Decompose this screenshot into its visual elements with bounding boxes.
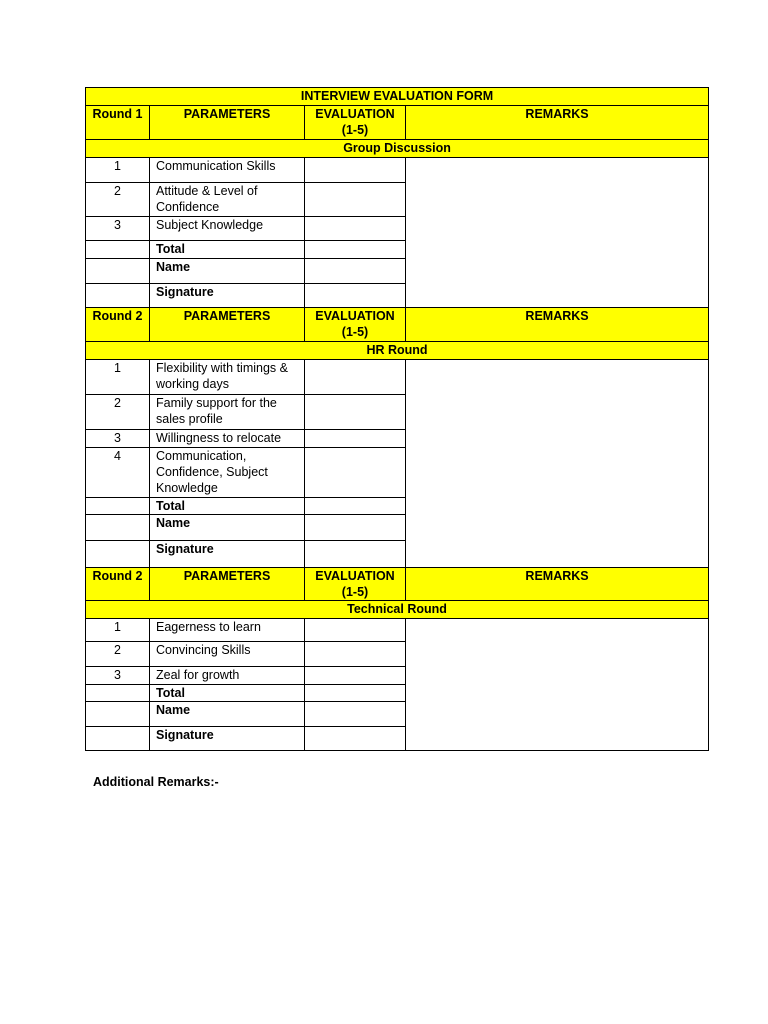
evaluation-header: EVALUATION (1-5) (305, 106, 406, 140)
parameter-name: Subject Knowledge (150, 217, 305, 241)
parameter-name: Zeal for growth (150, 667, 305, 685)
round-header-row (86, 106, 709, 140)
name-field[interactable] (305, 515, 406, 541)
parameters-header: PARAMETERS (150, 308, 305, 342)
table-row (86, 360, 709, 395)
item-number: 4 (86, 448, 150, 498)
signature-field[interactable] (305, 541, 406, 568)
total-score-cell[interactable] (305, 241, 406, 259)
section-title-row (86, 342, 709, 360)
section-title: Technical Round (86, 601, 709, 619)
table-row (86, 619, 709, 642)
item-number: 2 (86, 642, 150, 667)
name-field[interactable] (305, 702, 406, 727)
signature-label: Signature (150, 541, 305, 568)
round-header-row (86, 568, 709, 601)
evaluation-score-cell[interactable] (305, 183, 406, 217)
parameter-name: Family support for the sales profile (150, 395, 305, 430)
additional-remarks-label: Additional Remarks:- (93, 775, 219, 789)
evaluation-header: EVALUATION (1-5) (305, 568, 406, 601)
remarks-cell[interactable] (406, 619, 709, 751)
table-row (86, 158, 709, 183)
section-title-row (86, 601, 709, 619)
total-label: Total (150, 498, 305, 515)
evaluation-score-cell[interactable] (305, 158, 406, 183)
round-header-row (86, 308, 709, 342)
item-number: 3 (86, 667, 150, 685)
evaluation-score-cell[interactable] (305, 395, 406, 430)
item-number: 2 (86, 395, 150, 430)
section-title: Group Discussion (86, 140, 709, 158)
form-title-row (86, 88, 709, 106)
item-number: 3 (86, 430, 150, 448)
signature-field[interactable] (305, 727, 406, 751)
remarks-header: REMARKS (406, 106, 709, 140)
round-label: Round 2 (86, 308, 150, 342)
form-title: INTERVIEW EVALUATION FORM (86, 88, 709, 106)
evaluation-header: EVALUATION (1-5) (305, 308, 406, 342)
name-label: Name (150, 515, 305, 541)
item-number: 2 (86, 183, 150, 217)
total-label: Total (150, 241, 305, 259)
item-number: 1 (86, 158, 150, 183)
parameters-header: PARAMETERS (150, 568, 305, 601)
evaluation-score-cell[interactable] (305, 430, 406, 448)
total-score-cell[interactable] (305, 685, 406, 702)
item-number: 1 (86, 360, 150, 395)
round-label: Round 2 (86, 568, 150, 601)
evaluation-score-cell[interactable] (305, 667, 406, 685)
remarks-cell[interactable] (406, 158, 709, 308)
signature-label: Signature (150, 284, 305, 308)
total-score-cell[interactable] (305, 498, 406, 515)
section-title: HR Round (86, 342, 709, 360)
round-label: Round 1 (86, 106, 150, 140)
evaluation-score-cell[interactable] (305, 448, 406, 498)
name-label: Name (150, 259, 305, 284)
parameter-name: Communication Skills (150, 158, 305, 183)
parameter-name: Communication, Confidence, Subject Knowledge (150, 448, 305, 498)
parameter-name: Convincing Skills (150, 642, 305, 667)
parameter-name: Eagerness to learn (150, 619, 305, 642)
evaluation-score-cell[interactable] (305, 619, 406, 642)
remarks-header: REMARKS (406, 308, 709, 342)
remarks-cell[interactable] (406, 360, 709, 568)
item-number: 1 (86, 619, 150, 642)
parameters-header: PARAMETERS (150, 106, 305, 140)
item-number: 3 (86, 217, 150, 241)
section-title-row (86, 140, 709, 158)
evaluation-score-cell[interactable] (305, 217, 406, 241)
name-label: Name (150, 702, 305, 727)
remarks-header: REMARKS (406, 568, 709, 601)
signature-label: Signature (150, 727, 305, 751)
evaluation-score-cell[interactable] (305, 642, 406, 667)
evaluation-score-cell[interactable] (305, 360, 406, 395)
name-field[interactable] (305, 259, 406, 284)
signature-field[interactable] (305, 284, 406, 308)
total-label: Total (150, 685, 305, 702)
parameter-name: Flexibility with timings & working days (150, 360, 305, 395)
parameter-name: Willingness to relocate (150, 430, 305, 448)
evaluation-form-table (85, 87, 709, 751)
parameter-name: Attitude & Level of Confidence (150, 183, 305, 217)
